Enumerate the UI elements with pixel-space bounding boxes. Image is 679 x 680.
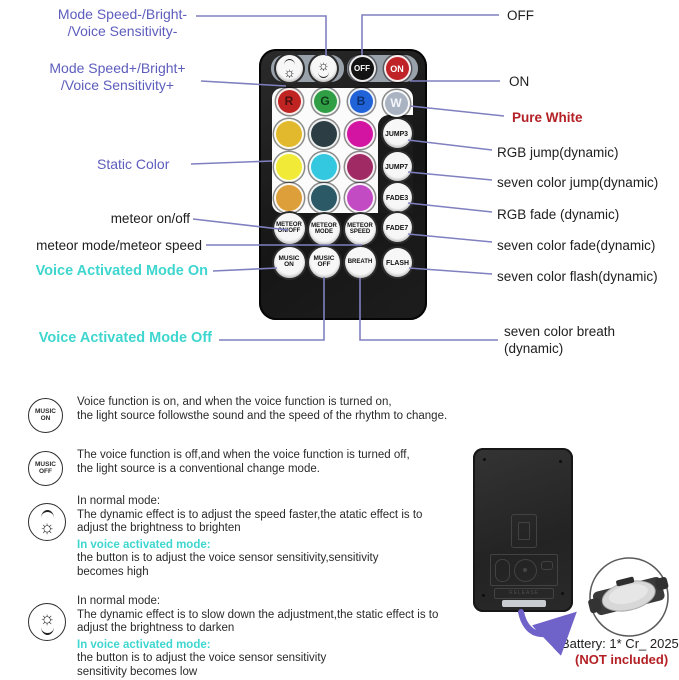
label-rgb-fade: RGB fade (dynamic) xyxy=(497,207,620,222)
breath-button: BREATH xyxy=(345,247,376,278)
b-button: B xyxy=(348,88,375,115)
music-off-icon: MUSIC OFF xyxy=(28,451,63,486)
label-on: ON xyxy=(509,74,530,89)
label-seven-color-breath: seven color breath (dynamic) xyxy=(504,324,616,356)
release-slider-mark: RELEASE xyxy=(494,588,554,599)
battery-label: Battery: 1* Cr_ 2025 xyxy=(561,636,679,651)
remote-control-image xyxy=(259,49,427,320)
w-button: W xyxy=(383,90,410,117)
brightness-up-description: ☼ In normal mode: The dynamic effect is to adjust the speed faster,the atatic effect is to adjust the brightness to brighten In voice activated mode: the button is to adjust the voice sensor sensitivity,sensitivity becomes high xyxy=(28,495,498,579)
on-button: ON xyxy=(384,55,411,82)
label-seven-color-fade: seven color fade(dynamic) xyxy=(497,238,656,253)
jump7-button: JUMP7 xyxy=(383,152,412,181)
static-color-swatch xyxy=(274,152,304,182)
label-mode-speed-minus: Mode Speed-/Bright- /Voice Sensitivity- xyxy=(57,6,188,39)
static-color-swatch xyxy=(274,183,304,213)
label-rgb-jump: RGB jump(dynamic) xyxy=(497,145,619,160)
static-color-swatch xyxy=(309,183,339,213)
music-off-description: MUSIC OFF The voice function is off,and when the voice function is turned off, the light source is a conventional change mode. xyxy=(28,449,498,476)
label-mode-speed-plus: Mode Speed+/Bright+ /Voice Sensitivity+ xyxy=(49,60,186,93)
label-voice-activated-on: Voice Activated Mode On xyxy=(35,263,208,279)
label-pure-white: Pure White xyxy=(512,110,583,125)
music-on-icon: MUSIC ON xyxy=(28,398,63,433)
label-voice-activated-off: Voice Activated Mode Off xyxy=(38,330,212,346)
down-arc-icon xyxy=(318,72,329,78)
brightness-down-icon: ☼ xyxy=(28,603,66,641)
sun-icon: ☼ xyxy=(317,57,330,73)
meteor-onoff-button: METEOR ON/OFF xyxy=(274,213,305,244)
r-button: R xyxy=(276,88,303,115)
static-color-swatch xyxy=(345,152,375,182)
music-on-button: MUSIC ON xyxy=(274,247,305,278)
static-color-swatch xyxy=(309,152,339,182)
static-color-swatch xyxy=(345,183,375,213)
flash-button: FLASH xyxy=(383,248,412,277)
brightness-down-description: ☼ In normal mode: The dynamic effect is to slow down the adjustment,the static effect is to adjust the brightness to darken In voice activated mode: the button is to adjust the voice sensor sensitivity sensitivity becomes low xyxy=(28,595,498,679)
music-off-button: MUSIC OFF xyxy=(309,247,340,278)
controller-back-image xyxy=(473,448,573,612)
battery-note: (NOT included) xyxy=(575,652,669,667)
meteor-speed-button: METEOR SPEED xyxy=(345,214,376,245)
label-seven-color-flash: seven color flash(dynamic) xyxy=(497,269,658,284)
static-color-swatch xyxy=(309,119,339,149)
sun-icon: ☼ xyxy=(283,64,296,80)
brightness-up-icon: ☼ xyxy=(28,503,66,541)
label-meteor-mode-speed: meteor mode/meteor speed xyxy=(36,238,202,253)
label-static-color: Static Color xyxy=(97,156,170,172)
fade7-button: FADE7 xyxy=(383,213,412,242)
static-color-swatch xyxy=(345,119,375,149)
label-seven-color-jump: seven color jump(dynamic) xyxy=(497,175,659,190)
battery-inset-image xyxy=(586,556,674,640)
static-color-swatch xyxy=(274,119,304,149)
label-meteor-onoff: meteor on/off xyxy=(110,211,190,226)
g-button: G xyxy=(312,88,339,115)
arrow-icon xyxy=(521,612,566,634)
jump3-button: JUMP3 xyxy=(383,119,412,148)
brightness-up-button xyxy=(276,55,303,82)
battery-slot xyxy=(502,600,546,607)
meteor-mode-button: METEOR MODE xyxy=(309,214,340,245)
music-on-description: MUSIC ON Voice function is on, and when the voice function is turned on, the light source followsthe sound and the speed of the rhythm to change. xyxy=(28,396,498,423)
battery-compartment-mark xyxy=(511,514,537,548)
label-off: OFF xyxy=(507,8,534,23)
fade3-button: FADE3 xyxy=(383,183,412,212)
back-panel-mark xyxy=(490,554,558,586)
off-button: OFF xyxy=(349,55,376,82)
brightness-down-button xyxy=(310,55,337,82)
